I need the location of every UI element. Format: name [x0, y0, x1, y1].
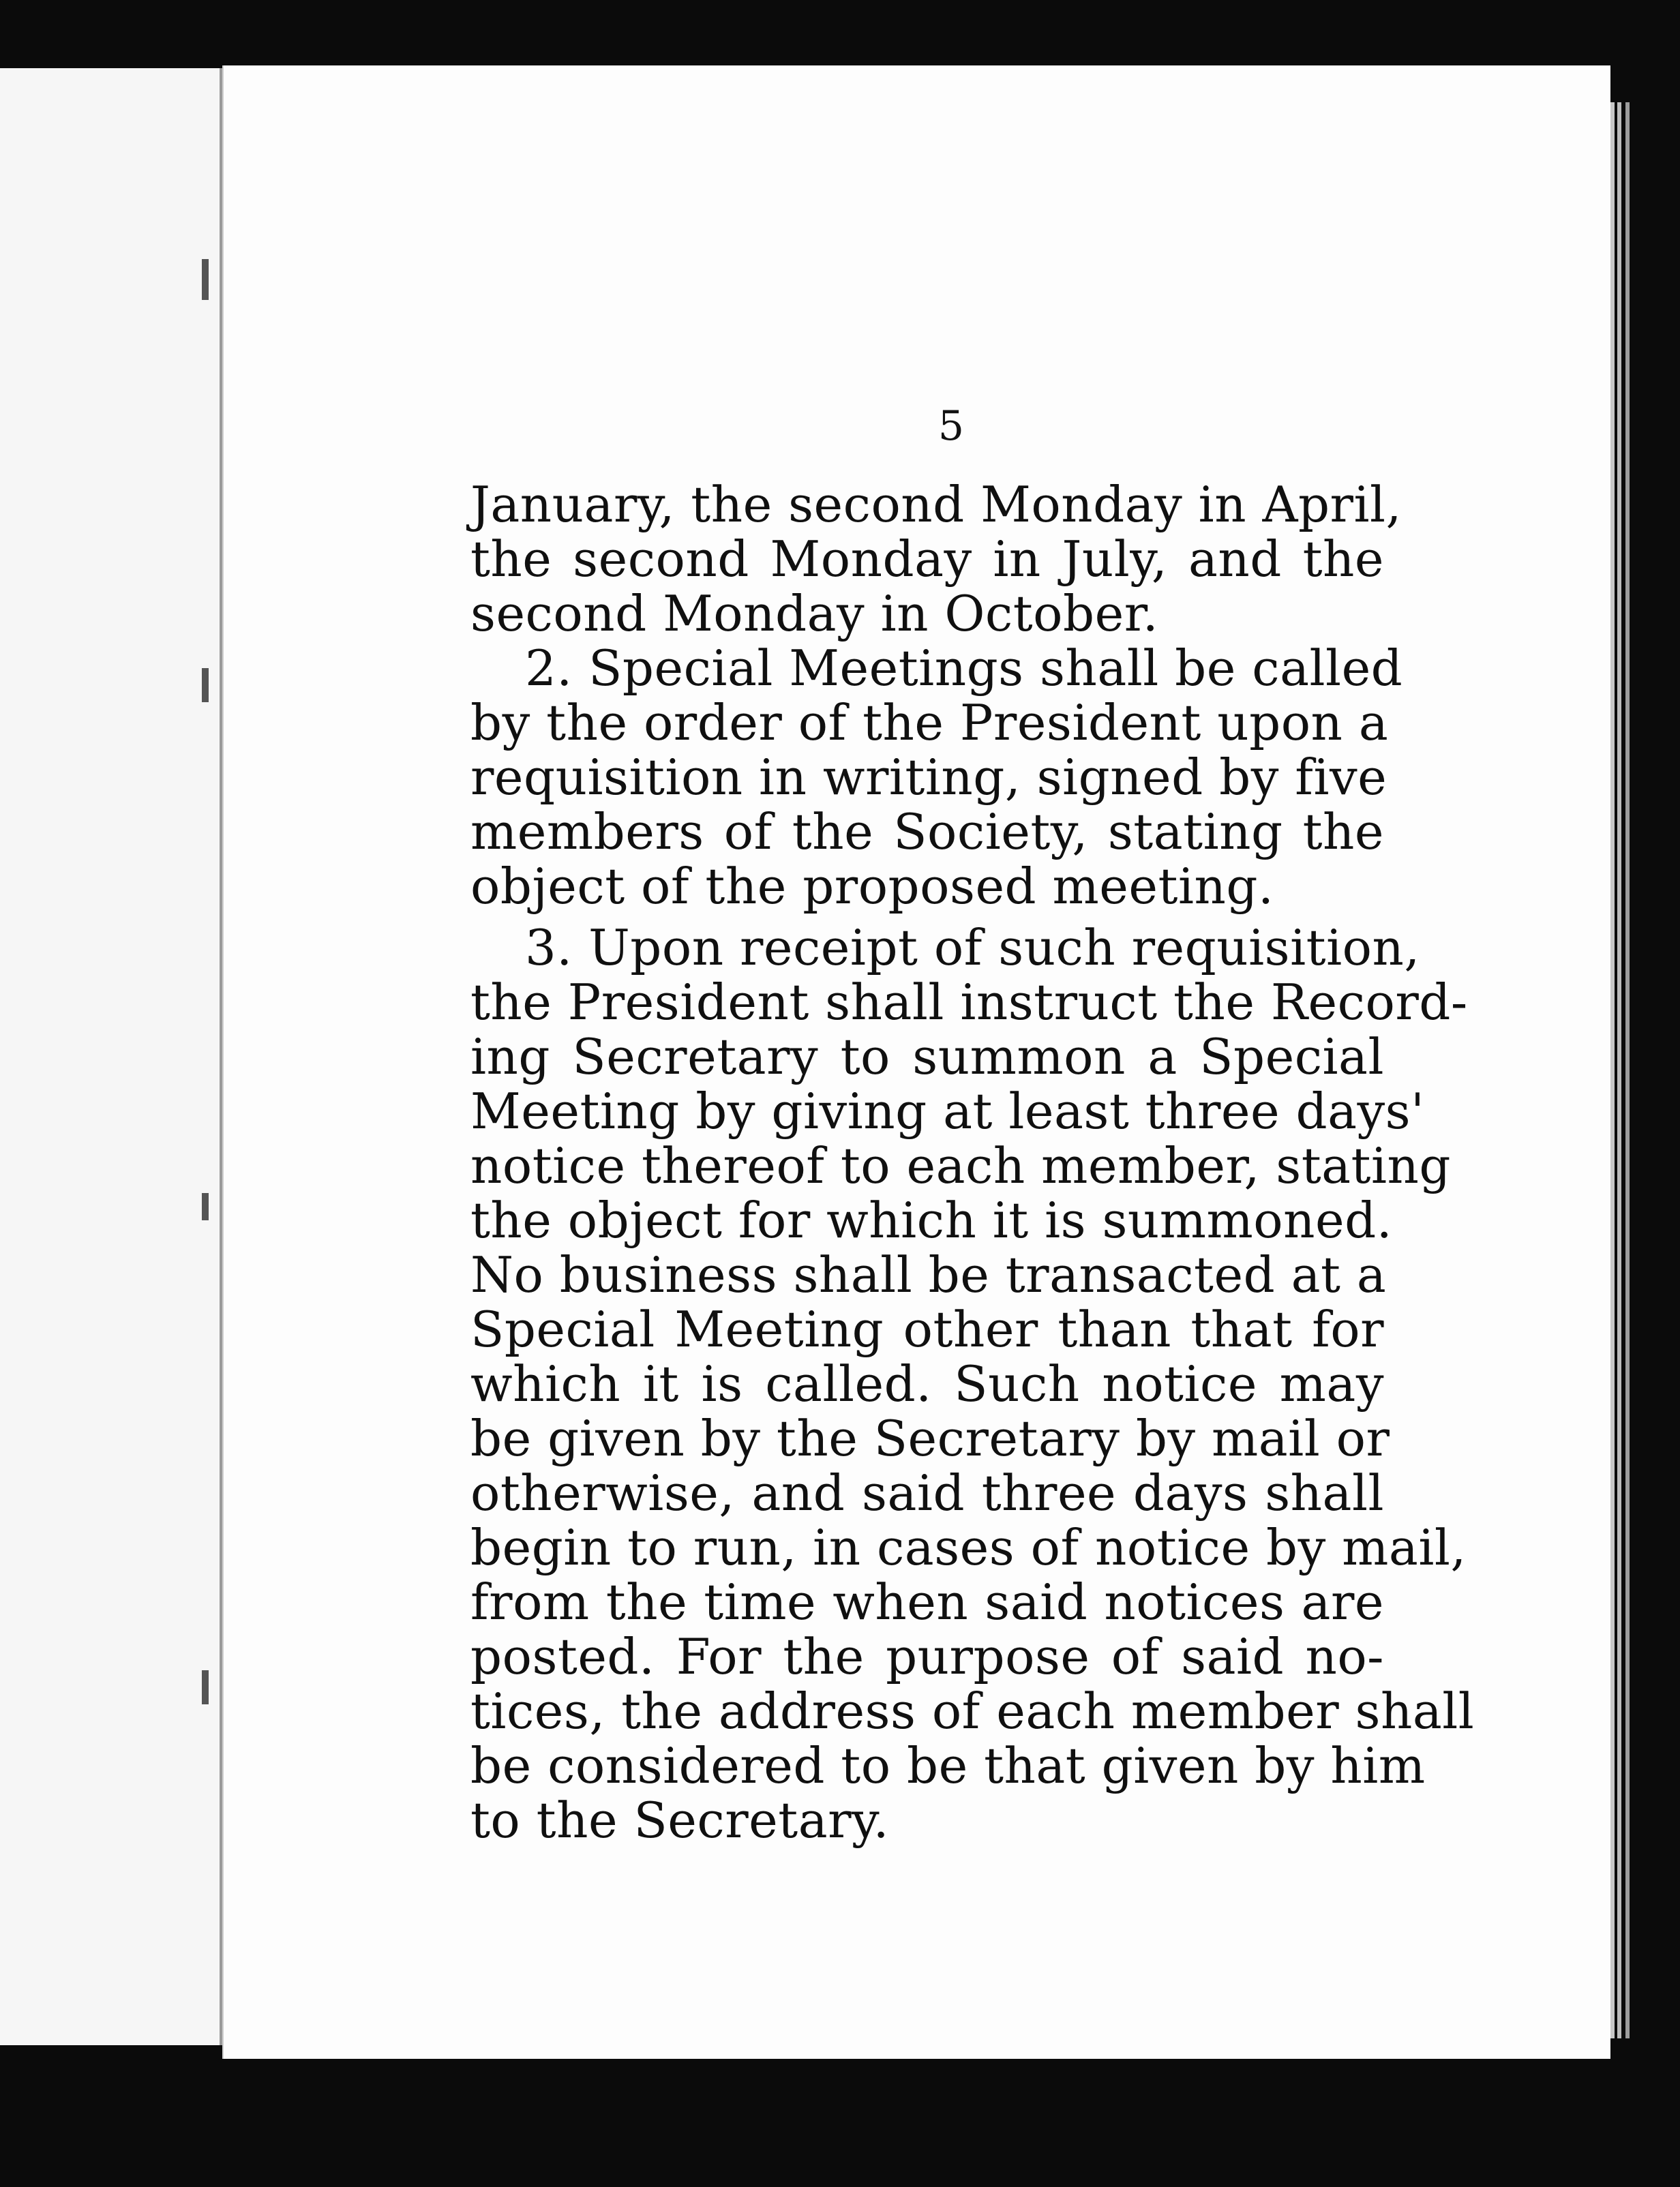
text-line: the object for which it is summoned.	[470, 1192, 1393, 1249]
text-line: No business shall be transacted at a	[470, 1246, 1387, 1303]
text-line: from the time when said notices are	[470, 1573, 1384, 1631]
text-line: requisition in writing, signed by five	[470, 749, 1388, 806]
page-number: 5	[937, 402, 965, 450]
text-line: ing Secretary to summon a Special	[470, 1028, 1384, 1085]
binding-mark	[202, 668, 209, 702]
page-edge	[1610, 102, 1615, 2038]
page-edge	[1625, 102, 1630, 2038]
text-line: to the Secretary.	[470, 1792, 890, 1849]
text-line: Special Meeting other than that for	[470, 1301, 1384, 1358]
text-line: the President shall instruct the Record-	[470, 974, 1468, 1031]
text-line: be considered to be that given by him	[470, 1737, 1426, 1794]
text-line: the second Monday in July, and the	[470, 530, 1384, 588]
text-line: Meeting by giving at least three days'	[470, 1083, 1425, 1140]
scan-border	[164, 2066, 1680, 2187]
binding-mark	[202, 1670, 209, 1704]
previous-page-edge	[0, 68, 222, 2045]
text-line: be given by the Secretary by mail or	[470, 1410, 1390, 1467]
text-line: members of the Society, stating the	[470, 803, 1384, 860]
text-line: 3. Upon receipt of such requisition,	[525, 919, 1420, 976]
text-line: 2. Special Meetings shall be called	[525, 639, 1403, 697]
text-line: which it is called. Such notice may	[470, 1355, 1384, 1413]
text-line: by the order of the President upon a	[470, 694, 1389, 751]
text-line: posted. For the purpose of said no-	[470, 1628, 1384, 1685]
binding-mark	[202, 1193, 209, 1220]
binding-mark	[202, 259, 209, 300]
text-line: otherwise, and said three days shall	[470, 1464, 1384, 1522]
page-edge	[1617, 102, 1621, 2038]
text-line: tices, the address of each member shall	[470, 1683, 1475, 1740]
text-line: January, the second Monday in April,	[470, 476, 1402, 533]
body-text	[470, 476, 1475, 1849]
text-line: object of the proposed meeting.	[470, 858, 1274, 915]
text-line: notice thereof to each member, stating	[470, 1137, 1451, 1194]
text-line: second Monday in October.	[470, 585, 1159, 642]
text-line: begin to run, in cases of notice by mail,	[470, 1519, 1467, 1576]
